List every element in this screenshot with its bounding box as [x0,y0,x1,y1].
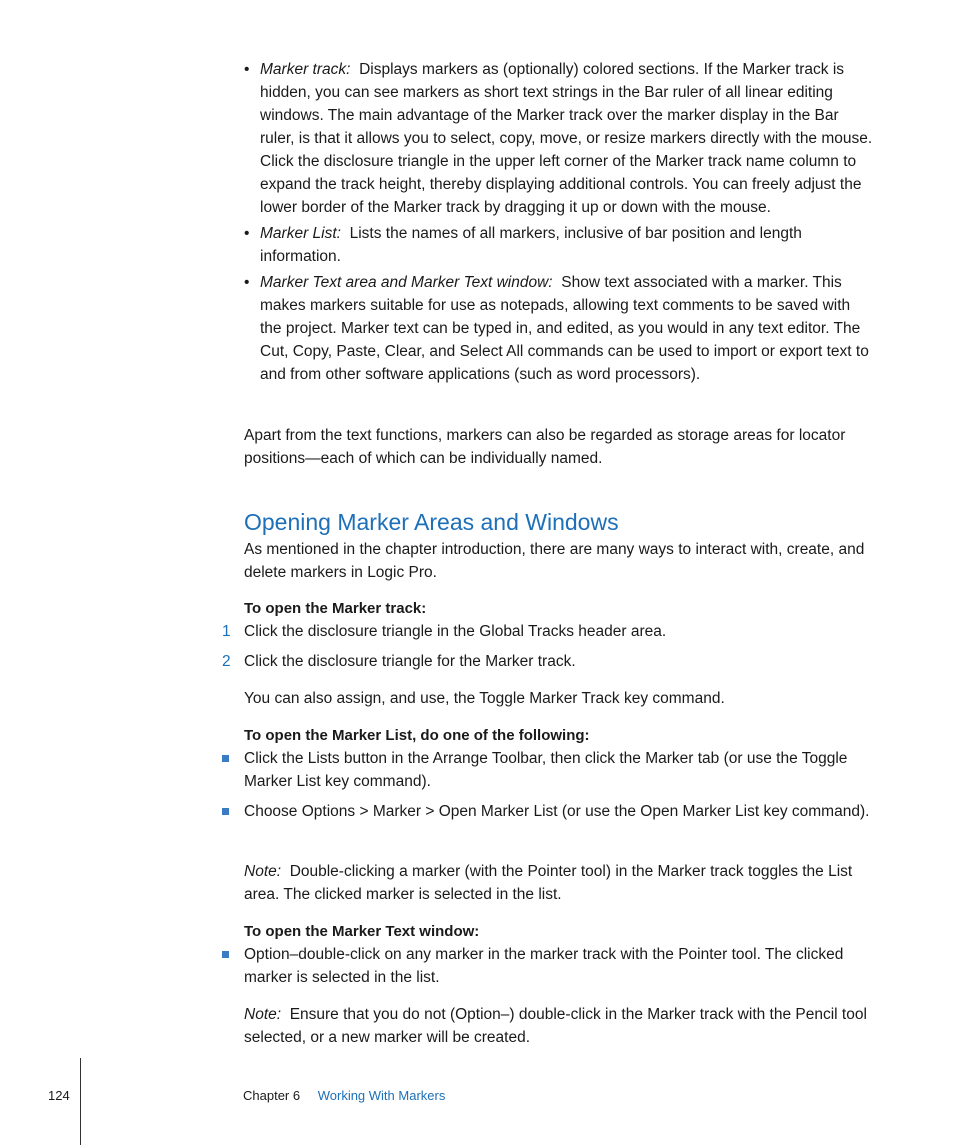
step-item [222,650,874,673]
definition-term: Marker List: [260,225,341,242]
list-item-text: Choose Options > Marker > Open Marker List (or use the Open Marker List key command). [244,803,870,820]
step-text: Click the disclosure triangle for the Marker track. [244,653,576,670]
list-item [222,943,874,989]
square-bullet-icon [222,808,229,815]
definition-term: Marker Text area and Marker Text window: [260,274,553,291]
note-paragraph [244,1003,874,1049]
note-label: Note: [244,1006,282,1023]
footer-chapter [243,1088,445,1103]
chapter-title: Working With Markers [317,1088,446,1103]
list-item [244,222,874,268]
list-item-text: Click the Lists button in the Arrange Toolbar, then click the Marker tab (or use the Toggle Marker List key command). [244,750,848,790]
definition-term: Marker track: [260,61,351,78]
bullet-glyph: • [244,61,250,78]
list-item [244,271,874,386]
footer-divider [80,1058,81,1145]
section-intro: As mentioned in the chapter introduction, there are many ways to interact with, create, and delete markers in Logic Pro. [244,541,865,581]
chapter-label: Chapter 6 [243,1088,301,1103]
definition-text: Lists the names of all markers, inclusive of bar position and length information. [260,225,802,265]
step-text: Click the disclosure triangle in the Global Tracks header area. [244,623,667,640]
step-item [222,620,874,643]
task-heading-marker-track: To open the Marker track: [244,600,427,617]
note-paragraph [244,860,874,906]
task-heading-marker-list: To open the Marker List, do one of the following: [244,727,590,744]
definition-list [244,58,874,389]
square-bullet-icon [222,755,229,762]
intro-paragraph: Apart from the text functions, markers can also be regarded as storage areas for locator positions—each of which can be individually named. [244,427,846,467]
step-number: 2 [222,653,231,670]
bullet-glyph: • [244,274,250,291]
list-item [222,747,874,793]
bullet-glyph: • [244,225,250,242]
list-item [244,58,874,219]
note-text: Ensure that you do not (Option–) double-click in the Marker track with the Pencil tool selected, or a new marker will be created. [244,1006,867,1046]
note-label: Note: [244,863,282,880]
definition-text: Show text associated with a marker. This makes markers suitable for use as notepads, allowing text comments to be saved with the project. Marker text can be typed in, and edited, as you would in any text editor. The Cut, Copy, Paste, Clear, and Select All commands can be used to import or export text to and from other software applications (such as word processors). [260,274,869,383]
note-text: Double-clicking a marker (with the Pointer tool) in the Marker track toggles the List area. The clicked marker is selected in the list. [244,863,853,903]
list-item [222,800,874,823]
track-note: You can also assign, and use, the Toggle Marker Track key command. [244,690,725,707]
square-bullet-icon [222,951,229,958]
definition-text: Displays markers as (optionally) colored sections. If the Marker track is hidden, you can see markers as short text strings in the Bar ruler of all linear editing windows. The main advantage of the Marker track over the marker display in the Bar ruler, is that it allows you to select, copy, move, or resize markers directly with the mouse. Click the disclosure triangle in the upper left corner of the Marker track name column to expand the track height, thereby displaying additional controls. You can freely adjust the lower border of the Marker track by dragging it up or down with the mouse. [260,61,873,216]
step-number: 1 [222,623,231,640]
list-item-text: Option–double-click on any marker in the marker track with the Pointer tool. The clicked marker is selected in the list. [244,946,844,986]
page-number: 124 [48,1088,70,1103]
section-heading: Opening Marker Areas and Windows [244,509,619,535]
task-heading-marker-text: To open the Marker Text window: [244,923,480,940]
